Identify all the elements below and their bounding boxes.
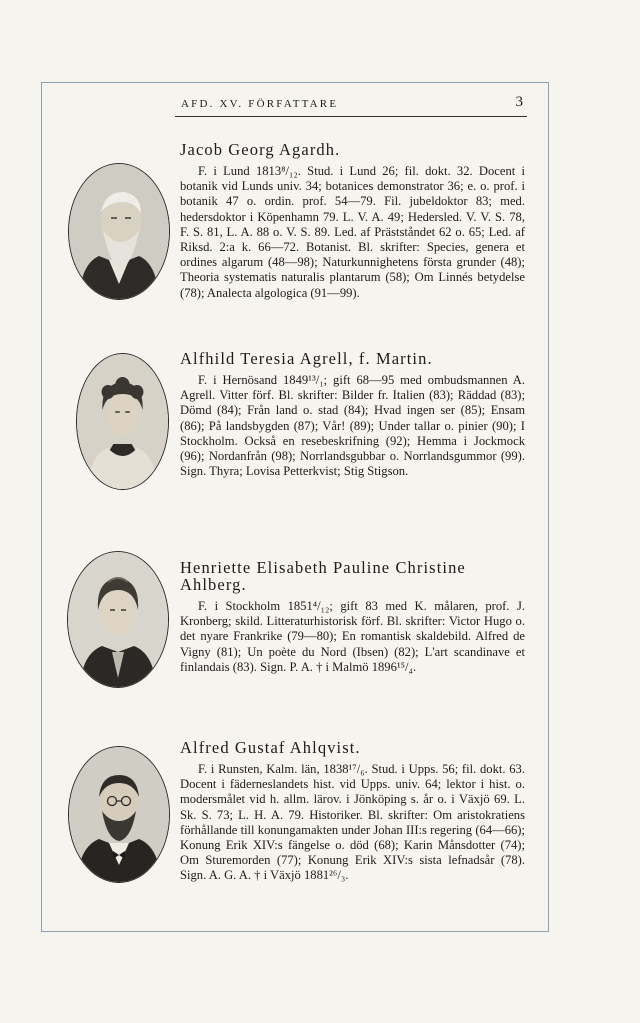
entry-name: Jacob Georg Agardh. <box>180 140 341 159</box>
entry-bio: F. i Runsten, Kalm. län, 1838¹⁷/₆. Stud. i Upps. 56; fil. dokt. 63. Docent i fäderneslandets hist. vid Upps. univ. 64; lektor i hist. o. modersmålet vid h. allm. lärov. i Jönköping s. år o. i Växjö 69. L. Sk. S. 73; L. H. A. 79. Historiker. Bl. skrifter: Om aristokratiens förhållande till konungamakten under Johan III:s regering (64—66); Konung Erik XIV:s fängelse o. död (68); Karin Månsdotter (74); Om Sturemorden (77); Konung Erik XIV:s sista lefnadsår (78). Sign. A. G. A. † i Växjö 1881²⁶/₃. <box>180 762 525 883</box>
entry-ahlberg <box>180 559 525 675</box>
entry-agrell <box>180 350 525 479</box>
portrait-ahlqvist <box>68 746 170 883</box>
entry-ahlqvist <box>180 739 525 884</box>
entry-name: Alfhild Teresia Agrell, f. Martin. <box>180 349 433 368</box>
portrait-agardh <box>68 163 170 300</box>
header-rule <box>175 116 527 117</box>
entry-bio: F. i Stockholm 1851⁴/₁₂; gift 83 med K. målaren, prof. J. Kronberg; skild. Litteraturhistorisk förf. Bl. skrifter: Victor Hugo o. det nyare Frankrike (79—80); En romantisk skaldebild. Alfred de Vigny (81); Un poète du Nord (Ibsen) (82); L'art scandinave et finlandais (83). Sign. P. A. † i Malmö 1896¹⁵/₄. <box>180 599 525 674</box>
entry-name: Henriette Elisabeth Pauline Christine Ahlberg. <box>180 558 466 594</box>
entry-bio: F. i Hernösand 1849¹³/₁; gift 68—95 med ombudsmannen A. Agrell. Vitter förf. Bl. skrifter: Bilder fr. Italien (83); Räddad (83); Dömd (84); Från land o. stad (84); Hvad ingen ser (85); Ensam (86); På landsbygden (87); Vår! (89); Under tallar o. pinier (90); I Stockholm. Också en resebeskrifning (92); Hemma i Jockmock (96); Nordanfrån (98); Norrlandsgubbar o. Norrlandsgummor (99). Sign. Thyra; Lovisa Petterkvist; Stig Stigson. <box>180 373 525 479</box>
portrait-agrell <box>76 353 169 490</box>
running-head <box>181 94 523 110</box>
entry-bio: F. i Lund 1813⁸/₁₂. Stud. i Lund 26; fil. dokt. 32. Docent i botanik vid Lunds univ. 34; botanices demonstrator 36; e. o. prof. i botanik 47 o. ordin. prof. 54—79. Fil. jubeldoktor 83; med. hedersdoktor i Köpenhamn 79. L. V. A. 49; Hedersled. V. V. S. 78, F. S. 81, L. A. 88 o. V. S. 89. Led. af Prästståndet 62 o. 65; Led. af Riksd. 2:a k. 66—72. Botanist. Bl. skrifter: Species, genera et ordines algarum (48—98); Naturkunnighetens första grunder (48); Theoria systematis naturalis plantarum (58); Om Linnés betydelse (78); Analecta algologica (91—99). <box>180 164 525 300</box>
page-number: 3 <box>515 94 523 110</box>
entry-agardh <box>180 141 525 301</box>
section-title: AFD. XV. FÖRFATTARE <box>181 98 339 110</box>
entry-name: Alfred Gustaf Ahlqvist. <box>180 738 361 757</box>
portrait-ahlberg <box>67 551 169 688</box>
